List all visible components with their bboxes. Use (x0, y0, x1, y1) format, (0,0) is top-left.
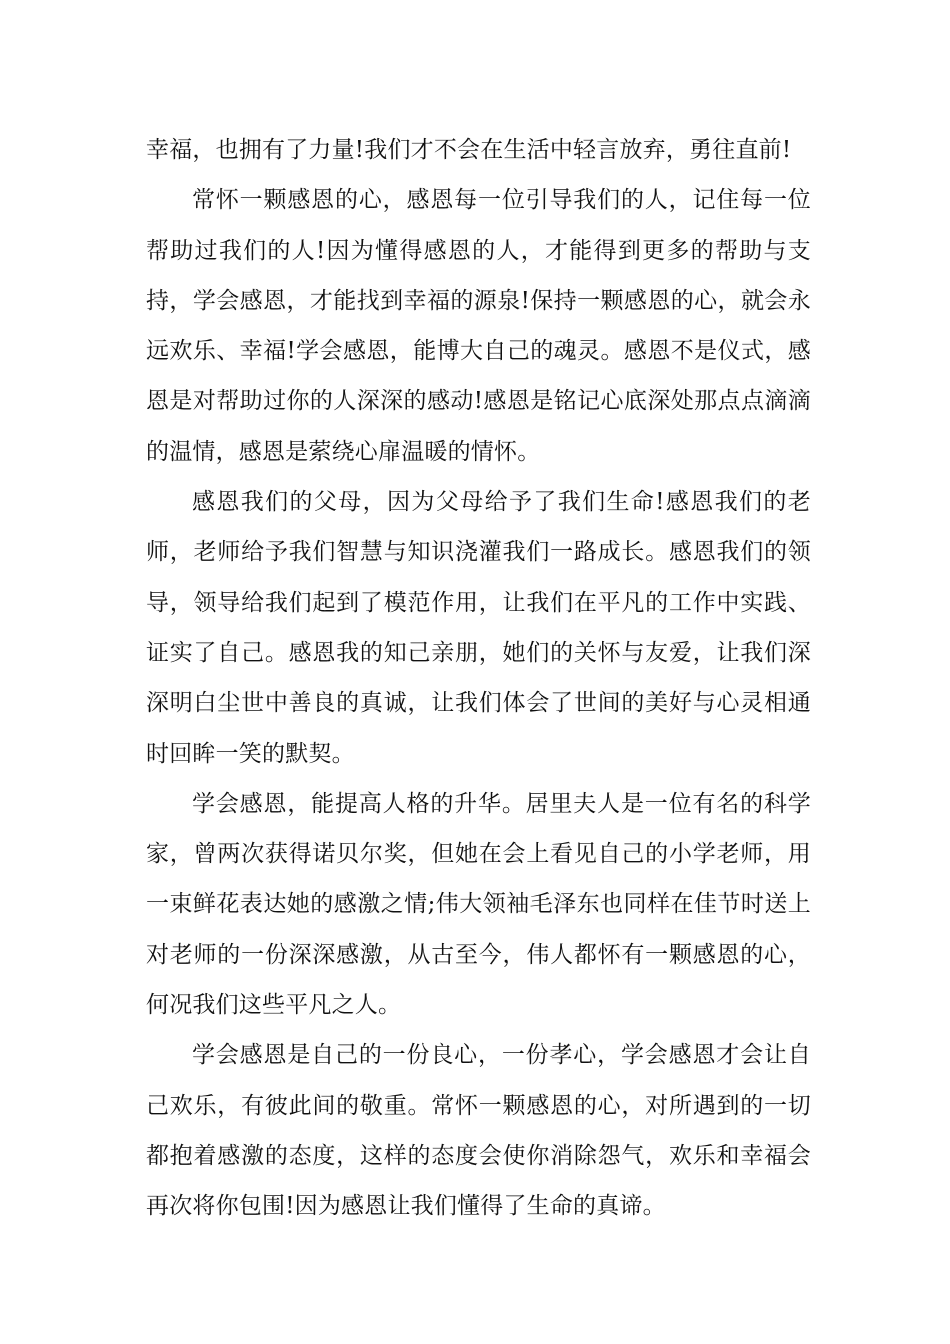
paragraph-curie-example: 学会感恩，能提高人格的升华。居里夫人是一位有名的科学家，曾两次获得诺贝尔奖，但她在会上看见自己的小学老师，用一束鲜花表达她的感激之情;伟大领袖毛泽东也同样在佳节时送上对老师的一份深深感激，从古至今，伟人都怀有一颗感恩的心，何况我们这些平凡之人。 (146, 790, 811, 1019)
body-text (146, 125, 811, 1232)
paragraph-thank-parents-teachers: 感恩我们的父母，因为父母给予了我们生命!感恩我们的老师，老师给予我们智慧与知识浇灌我们一路成长。感恩我们的领导，领导给我们起到了模范作用，让我们在平凡的工作中实践、证实了自己。感恩我的知己亲朋，她们的关怀与友爱，让我们深深明白尘世中善良的真诚，让我们体会了世间的美好与心灵相通时回眸一笑的默契。 (146, 489, 811, 767)
paragraph-conscience: 学会感恩是自己的一份良心，一份孝心，学会感恩才会让自己欢乐，有彼此间的敬重。常怀一颗感恩的心，对所遇到的一切都抱着感激的态度，这样的态度会使你消除怨气，欢乐和幸福会再次将你包围!因为感恩让我们懂得了生命的真谛。 (146, 1042, 811, 1220)
paragraph-continuation: 幸福，也拥有了力量!我们才不会在生活中轻言放弃，勇往直前! (146, 137, 792, 163)
paragraph-gratitude-heart: 常怀一颗感恩的心，感恩每一位引导我们的人，记住每一位帮助过我们的人!因为懂得感恩的人，才能得到更多的帮助与支持，学会感恩，才能找到幸福的源泉!保持一颗感恩的心，就会永远欢乐、幸福!学会感恩，能博大自己的魂灵。感恩不是仪式，感恩是对帮助过你的人深深的感动!感恩是铭记心底深处那点点滴滴的温情，感恩是萦绕心扉温暖的情怀。 (146, 187, 811, 465)
